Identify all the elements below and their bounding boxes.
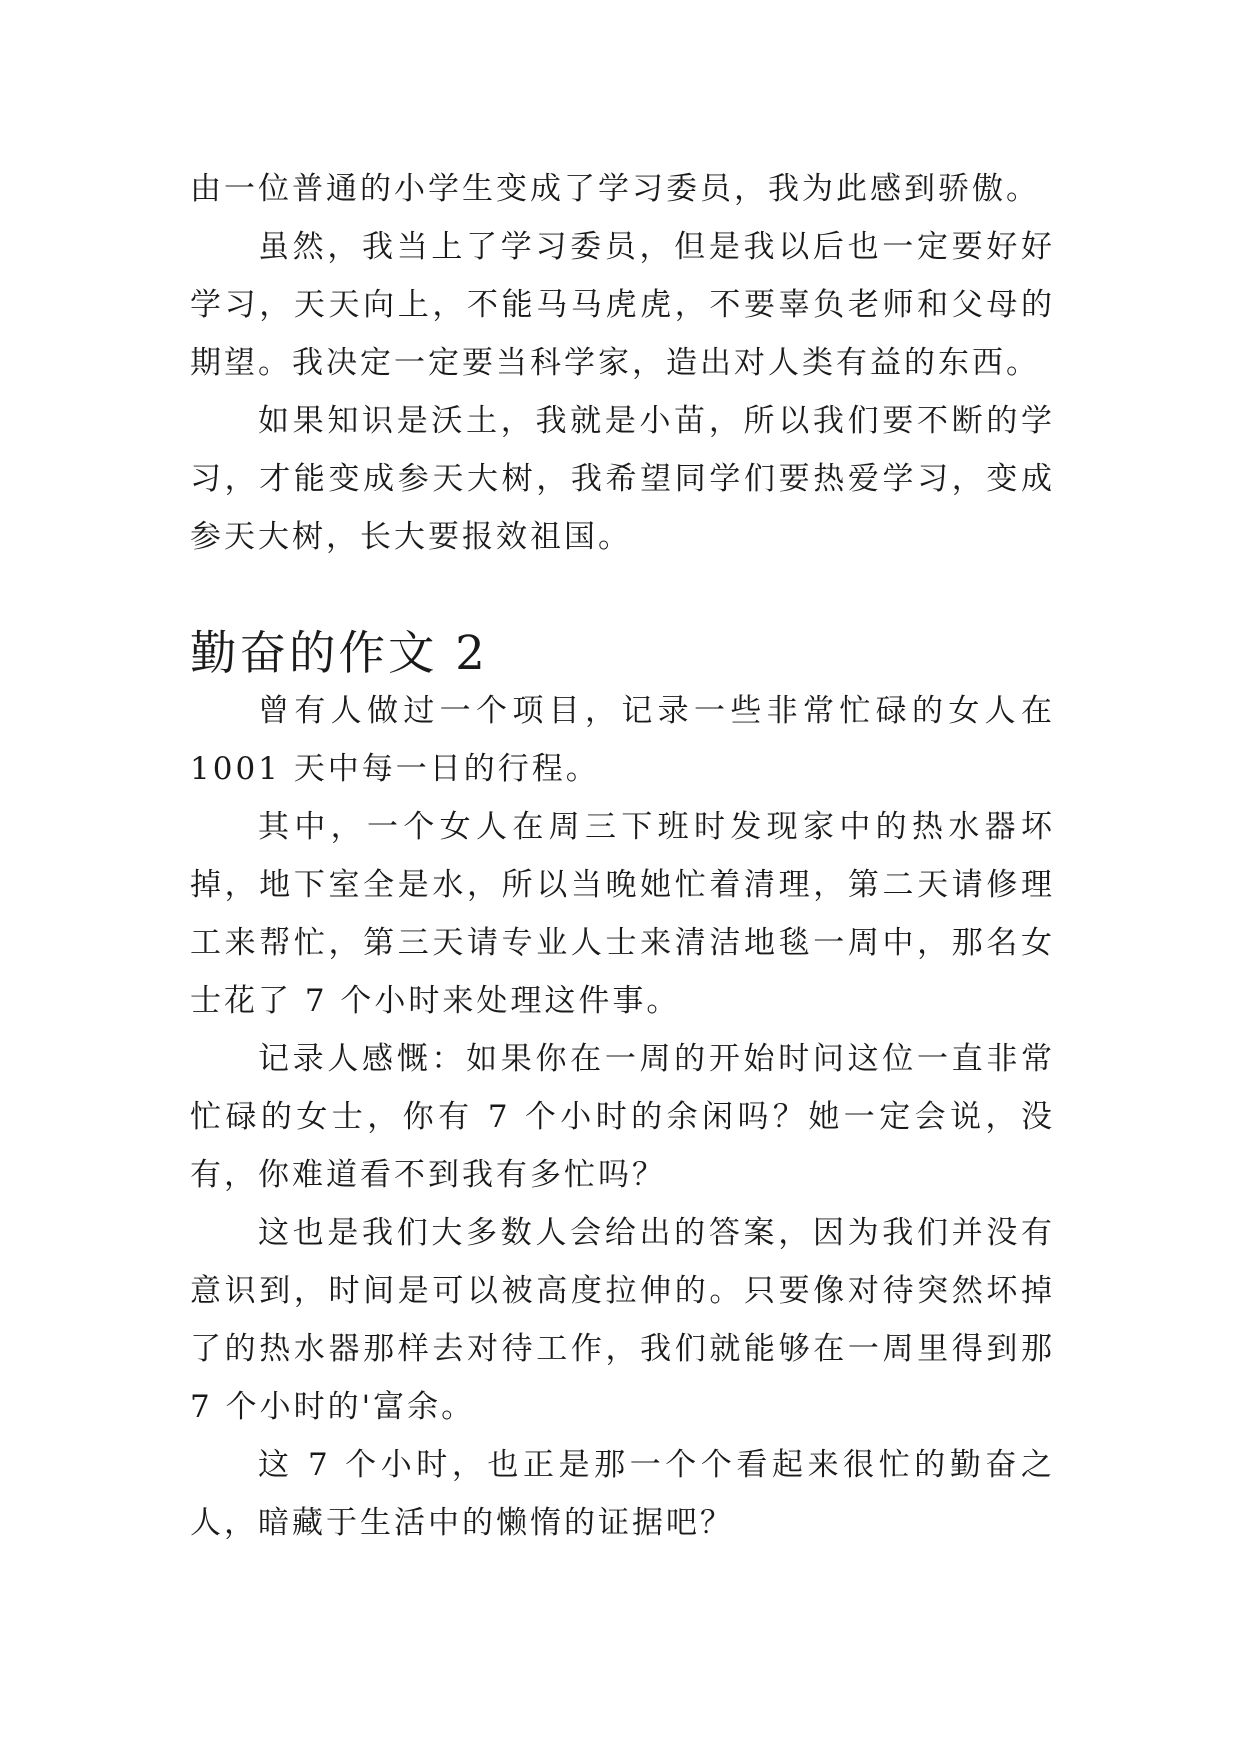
paragraph: 这 7 个小时，也正是那一个个看起来很忙的勤奋之人，暗藏于生活中的懒惰的证据吧？ xyxy=(190,1447,1055,1541)
paragraph: 曾有人做过一个项目，记录一些非常忙碌的女人在 1001 天中每一日的行程。 xyxy=(190,693,1055,787)
paragraph: 这也是我们大多数人会给出的答案，因为我们并没有意识到，时间是可以被高度拉伸的。只要像对待突然坏掉了的热水器那样去对待工作，我们就能够在一周里得到那 7 个小时的'富余。 xyxy=(190,1215,1055,1425)
paragraph: 虽然，我当上了学习委员，但是我以后也一定要好好学习，天天向上，不能马马虎虎，不要辜负老师和父母的期望。我决定一定要当科学家，造出对人类有益的东西。 xyxy=(190,229,1055,381)
paragraph: 其中，一个女人在周三下班时发现家中的热水器坏掉，地下室全是水，所以当晚她忙着清理，第二天请修理工来帮忙，第三天请专业人士来清洁地毯一周中，那名女士花了 7 个小时来处理这件事。 xyxy=(190,809,1055,1019)
paragraph: 记录人感慨：如果你在一周的开始时问这位一直非常忙碌的女士，你有 7 个小时的余闲吗？她一定会说，没有，你难道看不到我有多忙吗？ xyxy=(190,1041,1055,1193)
paragraph-continuation: 由一位普通的小学生变成了学习委员，我为此感到骄傲。 xyxy=(190,171,1040,207)
document-body xyxy=(190,160,1055,1552)
paragraph: 如果知识是沃土，我就是小苗，所以我们要不断的学习，才能变成参天大树，我希望同学们要热爱学习，变成参天大树，长大要报效祖国。 xyxy=(190,403,1055,555)
section-title: 勤奋的作文 2 xyxy=(190,626,488,680)
section-spacer xyxy=(190,566,1055,624)
